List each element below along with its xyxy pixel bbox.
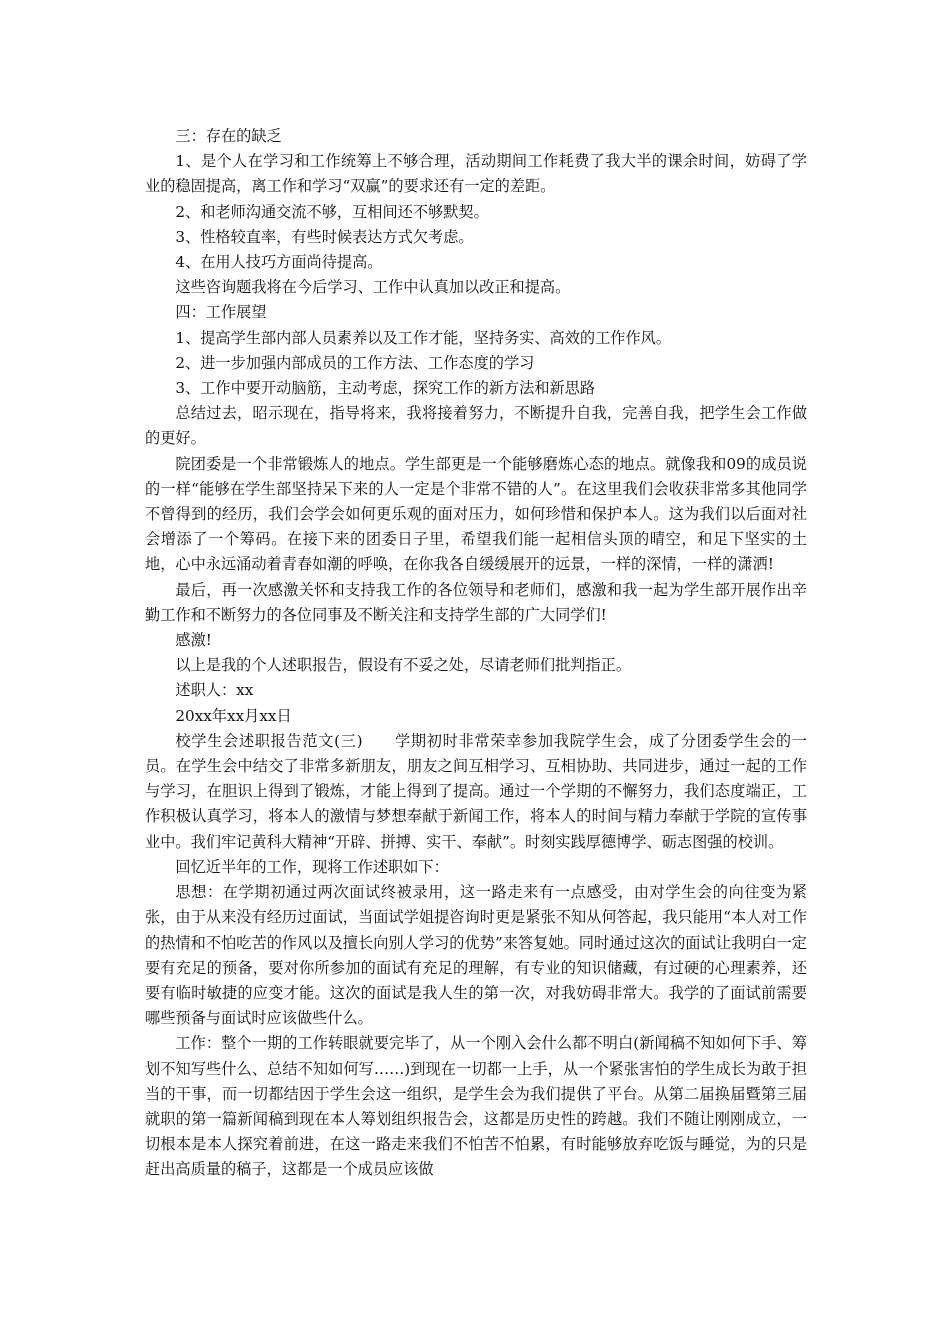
paragraph: 1、提高学生部内部人员素养以及工作才能，坚持务实、高效的工作作风。 xyxy=(175,328,672,347)
paragraph: 回忆近半年的工作，现将工作述职如下： xyxy=(175,857,449,876)
section-heading: 四：工作展望 xyxy=(175,303,267,322)
paragraph: 校学生会述职报告范文(三) 学期初时非常荣幸参加我院学生会，成了分团委学生会的一员。在学生会中结交了非常多新朋友，朋友之间互相学习、互相协助、共同进步，通过一起的工作与学习，在胆识上得到了锻炼，才能上得到了提高。通过一个学期的不懈努力，我们态度端正，工作积极认真学习，将本人的激情与梦想奉献于新闻工作，将本人的时间与精力奉献于学院的宣传事业中。我们牢记黄科大精神“开辟、拼搏、实干、奉献”。时刻实践厚德博学、砺志图强的校训。 xyxy=(145,731,807,851)
paragraph: 2、和老师沟通交流不够，互相间还不够默契。 xyxy=(175,202,489,221)
paragraph: 院团委是一个非常锻炼人的地点。学生部更是一个能够磨炼心态的地点。就像我和09的成员说的一样“能够在学生部坚持呆下来的人一定是个非常不错的人”。在这里我们会收获非常多其他同学不曾得到的经历，我们会学会如何更乐观的面对压力，如何珍惜和保护本人。这为我们以后面对社会增添了一个筹码。在接下来的团委日子里，希望我们能一起相信头顶的晴空，和足下坚实的土地，心中永远涌动着青春如潮的呼唤，在你我各自缓缓展开的远景，一样的深情，一样的潇洒! xyxy=(145,454,807,574)
paragraph: 1、是个人在学习和工作统筹上不够合理，活动期间工作耗费了我大半的课余时间，妨碍了学业的稳固提高，离工作和学习“双赢”的要求还有一定的差距。 xyxy=(145,152,807,196)
paragraph: 总结过去，昭示现在，指导将来，我将接着努力，不断提升自我，完善自我，把学生会工作做的更好。 xyxy=(145,404,807,448)
paragraph: 以上是我的个人述职报告，假设有不妥之处，尽请老师们批判指正。 xyxy=(175,656,632,675)
paragraph: 最后，再一次感激关怀和支持我工作的各位领导和老师们，感激和我一起为学生部开展作出辛勤工作和不断努力的各位同事及不断关注和支持学生部的广大同学们! xyxy=(145,580,807,624)
signature-line: 述职人：xx xyxy=(175,681,254,700)
paragraph: 思想：在学期初通过两次面试终被录用，这一路走来有一点感受，由对学生会的向往变为紧张，由于从来没有经历过面试，当面试学姐提咨询时更是紧张不知从何答起，我只能用“本人对工作的热情和不怕吃苦的作风以及擅长向别人学习的优势”来答复她。同时通过这次的面试让我明白一定要有充足的预备，要对你所参加的面试有充足的理解，有专业的知识储藏，有过硬的心理素养，还要有临时敏捷的应变才能。这次的面试是我人生的第一次，对我妨碍非常大。我学的了面试前需要哪些预备与面试时应该做些什么。 xyxy=(145,883,807,1028)
section-heading: 三：存在的缺乏 xyxy=(175,127,282,145)
date-line: 20xx年xx月xx日 xyxy=(175,706,292,725)
paragraph: 4、在用人技巧方面尚待提高。 xyxy=(175,253,383,272)
paragraph: 感激! xyxy=(175,631,212,650)
paragraph: 2、进一步加强内部成员的工作方法、工作态度的学习 xyxy=(175,353,535,372)
paragraph: 3、性格较直率，有些时候表达方式欠考虑。 xyxy=(175,227,474,246)
paragraph: 3、工作中要开动脑筋，主动考虑，探究工作的新方法和新思路 xyxy=(175,379,596,398)
document-body xyxy=(145,124,807,1183)
paragraph: 这些咨询题我将在今后学习、工作中认真加以改正和提高。 xyxy=(175,278,571,297)
paragraph: 工作：整个一期的工作转眼就要完毕了，从一个刚入会什么都不明白(新闻稿不知如何下手、筹划不知写些什么、总结不知如何写……)到现在一切都一上手，从一个紧张害怕的学生成长为敢于担当的干事，而一切都结因于学生会这一组织，是学生会为我们提供了平台。从第二届换届暨第三届就职的第一篇新闻稿到现在本人筹划组织报告会，这都是历史性的跨越。我们不随让刚刚成立，一切根本是本人探究着前进，在这一路走来我们不怕苦不怕累，有时能够放弃吃饭与睡觉，为的只是赶出高质量的稿子，这都是一个成员应该做 xyxy=(145,1034,807,1179)
